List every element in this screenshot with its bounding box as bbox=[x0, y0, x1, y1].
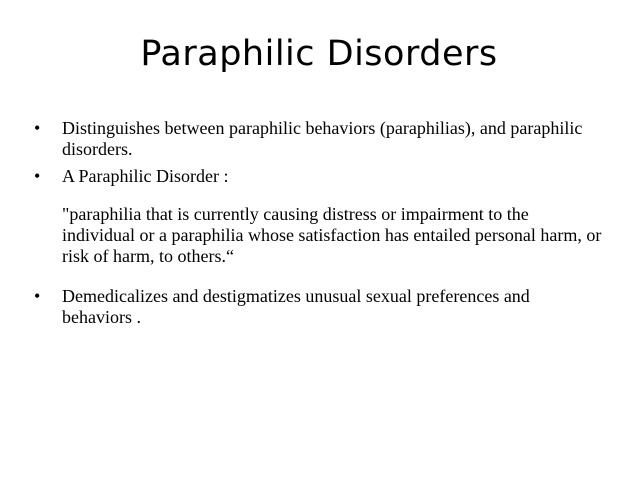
bullet-text: Distinguishes between paraphilic behaviors (paraphilias), and paraphilic disorders. bbox=[62, 118, 583, 159]
bullet-glyph: • bbox=[34, 166, 41, 186]
bullet-item-demedicalizes bbox=[34, 286, 604, 328]
bullet-text: A Paraphilic Disorder : bbox=[62, 166, 229, 186]
definition-quote: "paraphilia that is currently causing distress or impairment to the individual or a paraphilia whose satisfaction has entailed personal harm, or risk of harm, to others.“ bbox=[62, 204, 602, 266]
bullet-glyph: • bbox=[34, 286, 41, 306]
bullet-item-distinguishes bbox=[34, 118, 604, 160]
bullet-text: Demedicalizes and destigmatizes unusual sexual preferences and behaviors . bbox=[62, 286, 530, 327]
bullet-glyph: • bbox=[34, 118, 41, 138]
slide-content bbox=[34, 118, 604, 328]
bullet-item-paraphilic-disorder bbox=[34, 166, 604, 187]
slide-title: Paraphilic Disorders bbox=[140, 34, 498, 74]
